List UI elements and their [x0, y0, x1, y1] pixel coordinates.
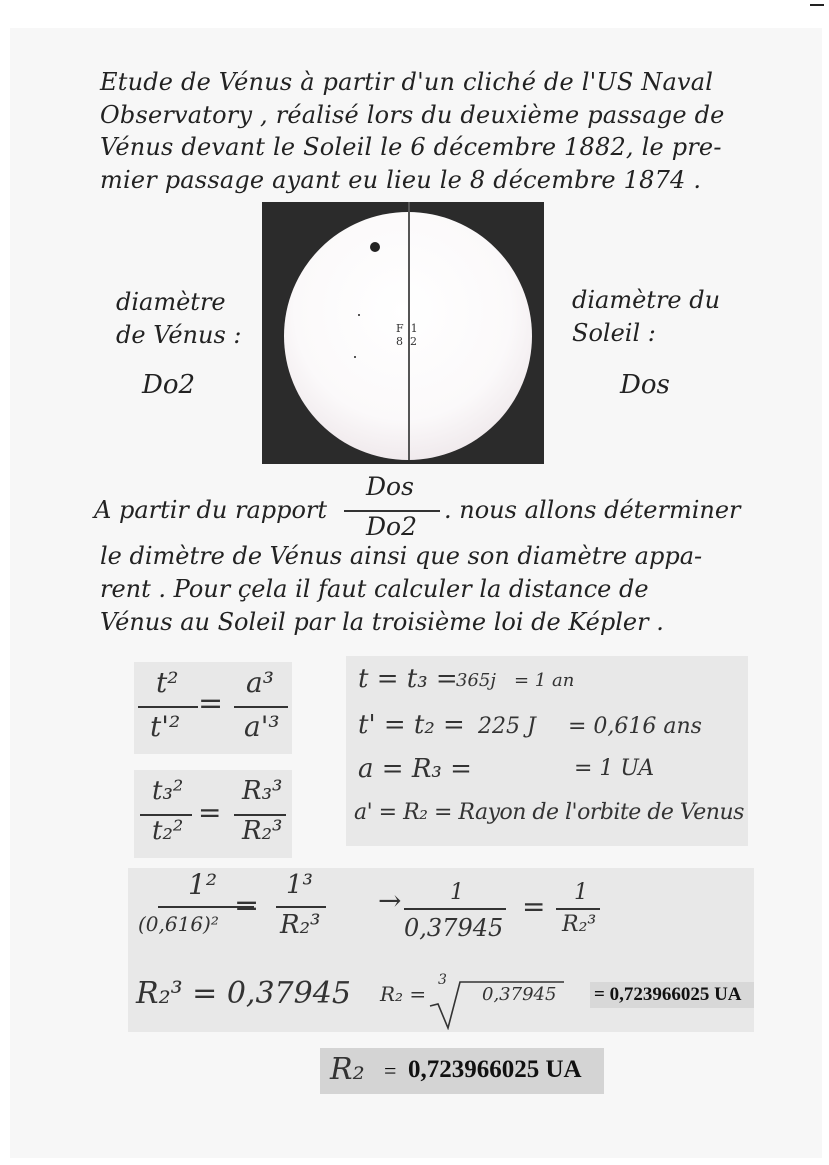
- r2-cubed-value: R₂³ = 0,37945: [136, 976, 351, 1011]
- method-paragraph: [100, 540, 780, 639]
- ratio-numerator: Dos: [366, 472, 414, 501]
- plate-speck: [354, 356, 356, 358]
- method-line: rent . Pour çela il faut calculer la distance de: [100, 575, 649, 603]
- def-t-lhs: t = t₃ =: [358, 664, 458, 694]
- def-aprime-line: a' = R₂ = Rayon de l'orbite de Venus: [354, 800, 744, 825]
- kepler-law-box: [134, 662, 292, 754]
- r2-cubed: R₂³: [242, 816, 283, 846]
- calc-f2-denominator: 0,37945: [404, 914, 504, 942]
- intro-line: mier passage ayant eu lieu le 8 décembre 1874 .: [100, 165, 702, 194]
- final-equals: =: [384, 1058, 397, 1083]
- a-prime-cubed: a'³: [244, 710, 280, 743]
- ratio-prefix: A partir du rapport: [94, 496, 328, 524]
- arrow-icon: →: [378, 884, 402, 917]
- def-tprime-lhs: t' = t₂ =: [358, 710, 465, 740]
- a-cubed: a³: [246, 666, 274, 699]
- calc-lhs-denominator: (0,616)²: [138, 912, 219, 936]
- intro-line: Vénus devant le Soleil le 6 décembre 1882, le pre-: [100, 133, 722, 161]
- t2-squared: t₂²: [152, 816, 184, 846]
- root-index: 3: [438, 972, 447, 988]
- intro-line: Etude de Vénus à partir d'un cliché de l'US Naval: [100, 68, 714, 96]
- ratio-denominator: Do2: [366, 512, 418, 541]
- method-line: Vénus au Soleil par la troisième loi de Képler .: [100, 608, 664, 636]
- t-prime-squared: t'²: [150, 710, 181, 743]
- venus-dot: [370, 242, 380, 252]
- sun-diameter-label: diamètre du Soleil :: [572, 286, 721, 347]
- ratio-suffix: . nous allons déterminer: [444, 496, 741, 524]
- fraction-bar: [556, 908, 600, 910]
- intro-paragraph: [100, 66, 780, 196]
- plate-speck: [408, 307, 410, 309]
- def-a-result: = 1 UA: [574, 756, 655, 781]
- equals-sign: =: [198, 796, 222, 829]
- intro-line: Observatory , réalisé lors du deuxième passage de: [100, 100, 725, 129]
- calc-f3-denominator: R₂³: [562, 912, 597, 937]
- root-prefix: R₂ =: [380, 982, 427, 1006]
- def-tprime-result: = 0,616 ans: [568, 714, 702, 739]
- final-result-box: [320, 1048, 604, 1094]
- venus-diameter-label: diamètre de Vénus :: [116, 288, 242, 349]
- fraction-bar: [138, 706, 198, 708]
- calc-rhs-denominator: R₂³: [280, 910, 321, 940]
- definitions-box: [346, 656, 748, 846]
- fraction-bar: [234, 706, 288, 708]
- def-t-result: = 1 an: [514, 670, 575, 691]
- final-lhs: R₂: [330, 1052, 365, 1087]
- def-t-value: 365j: [456, 670, 496, 691]
- r3-cubed: R₃³: [242, 776, 283, 806]
- calc-result: = 0,723966025 UA: [594, 984, 742, 1005]
- calc-lhs-numerator: 1²: [188, 868, 218, 901]
- root-value: 0,37945: [482, 984, 557, 1005]
- ratio-sentence: [94, 472, 774, 541]
- method-line: le dimètre de Vénus ainsi que son diamètre appa-: [100, 542, 703, 570]
- kepler-substituted-box: [134, 770, 292, 858]
- calculation-box: [128, 868, 754, 1032]
- equals-sign: =: [234, 888, 260, 923]
- calc-rhs-numerator: 1³: [286, 870, 313, 900]
- plate-speck: [358, 314, 360, 316]
- sun-diameter-symbol: Dos: [620, 370, 670, 400]
- calc-f2-numerator: 1: [450, 880, 464, 905]
- calc-f3-numerator: 1: [574, 880, 588, 905]
- equals-sign: =: [198, 686, 224, 721]
- final-value: 0,723966025 UA: [408, 1056, 582, 1083]
- def-tprime-value: 225 J: [478, 714, 536, 739]
- venus-diameter-symbol: Do2: [142, 370, 196, 400]
- equals-sign: =: [522, 890, 546, 923]
- corner-mark: [810, 0, 824, 6]
- def-a-lhs: a = R₃ =: [358, 754, 472, 784]
- fraction-bar: [404, 908, 506, 910]
- t-squared: t²: [156, 666, 179, 699]
- fraction-bar: [276, 906, 326, 908]
- transit-photograph: [262, 202, 544, 464]
- t3-squared: t₃²: [152, 776, 184, 806]
- plate-mark: F 1 8 2: [396, 322, 418, 348]
